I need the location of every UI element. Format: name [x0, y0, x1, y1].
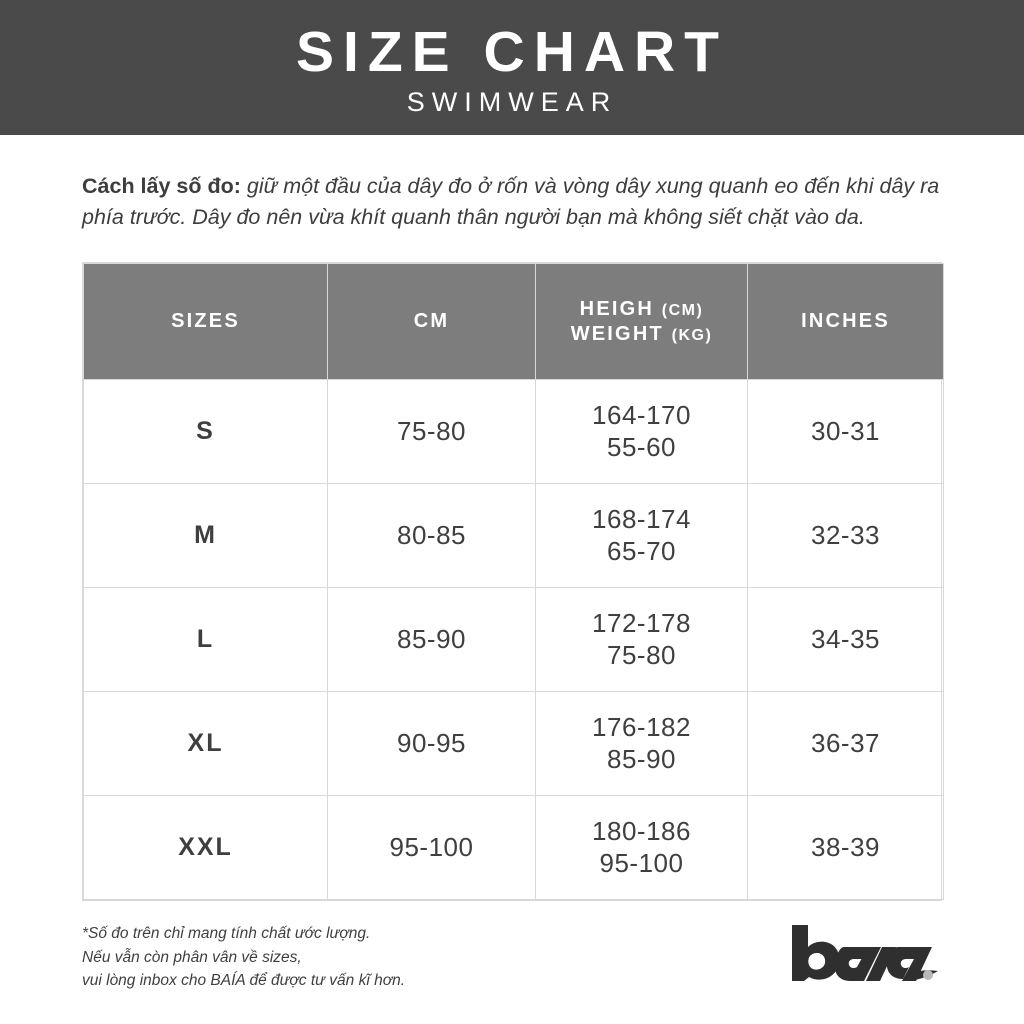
cell-height: 168-174: [592, 503, 691, 534]
measurement-instructions: [82, 171, 946, 232]
cell-inches: 34-35: [748, 588, 944, 692]
column-header-cm: [328, 264, 536, 380]
baia-logo-dot: [923, 970, 933, 980]
column-header-sizes: [84, 264, 328, 380]
header-banner: [0, 0, 1024, 135]
column-header-sizes-label: SIZES: [171, 310, 240, 333]
size-table: [83, 263, 944, 900]
column-header-weight-line: [537, 323, 746, 346]
cell-size: L: [84, 588, 328, 692]
cell-weight: 85-90: [607, 743, 676, 774]
cell-height: 180-186: [592, 815, 691, 846]
cell-height: 176-182: [592, 711, 691, 742]
cell-height-weight: [536, 692, 748, 796]
size-table-container: [82, 262, 942, 901]
cell-inches: 36-37: [748, 692, 944, 796]
column-header-inches: [748, 264, 944, 380]
column-header-weight-unit: (KG): [671, 326, 713, 344]
footer: [82, 919, 942, 993]
cell-height-weight: [536, 484, 748, 588]
cell-cm: 90-95: [328, 692, 536, 796]
instructions-text: giữ một đầu của dây đo ở rốn và vòng dây xung quanh eo đến khi dây ra phía trước. Dây đo nên vừa khít quanh thân người bạn mà không siết chặt vào da.: [82, 174, 940, 229]
cell-cm: 95-100: [328, 796, 536, 900]
cell-height: 172-178: [592, 607, 691, 638]
cell-inches: 30-31: [748, 380, 944, 484]
cell-height-weight: [536, 380, 748, 484]
column-header-cm-label: CM: [413, 310, 450, 333]
footnote-line-2: Nếu vẫn còn phân vân về sizes,: [82, 948, 302, 966]
column-header-weight-label: WEIGHT: [570, 322, 664, 345]
table-row: [84, 692, 944, 796]
cell-cm: 80-85: [328, 484, 536, 588]
baia-logo-icon: [782, 919, 942, 991]
page-title: SIZE CHART: [296, 19, 728, 84]
column-header-inches-label: INCHES: [801, 310, 890, 333]
cell-size: S: [84, 380, 328, 484]
page-subtitle: SWIMWEAR: [406, 87, 618, 118]
cell-size: XXL: [84, 796, 328, 900]
column-header-height-unit: (CM): [661, 301, 704, 319]
cell-cm: 85-90: [328, 588, 536, 692]
table-row: [84, 588, 944, 692]
column-header-height-label: HEIGH: [579, 297, 655, 320]
table-row: [84, 796, 944, 900]
cell-height: 164-170: [592, 399, 691, 430]
cell-weight: 55-60: [607, 431, 676, 462]
cell-height-weight: [536, 796, 748, 900]
cell-cm: 75-80: [328, 380, 536, 484]
table-header-row: [84, 264, 944, 380]
table-row: [84, 380, 944, 484]
cell-size: XL: [84, 692, 328, 796]
cell-height-weight: [536, 588, 748, 692]
column-header-height-weight: [536, 264, 748, 380]
table-row: [84, 484, 944, 588]
footnote-line-1: *Số đo trên chỉ mang tính chất ước lượng.: [82, 925, 371, 943]
cell-inches: 32-33: [748, 484, 944, 588]
cell-weight: 75-80: [607, 639, 676, 670]
instructions-label: Cách lấy số đo:: [82, 174, 241, 198]
cell-inches: 38-39: [748, 796, 944, 900]
cell-weight: 65-70: [607, 535, 676, 566]
cell-size: M: [84, 484, 328, 588]
footnote: [82, 922, 405, 993]
baia-logo: [782, 919, 942, 991]
footnote-line-3: vui lòng inbox cho BAÍA để được tư vấn kĩ hơn.: [82, 972, 406, 990]
cell-weight: 95-100: [599, 847, 684, 878]
